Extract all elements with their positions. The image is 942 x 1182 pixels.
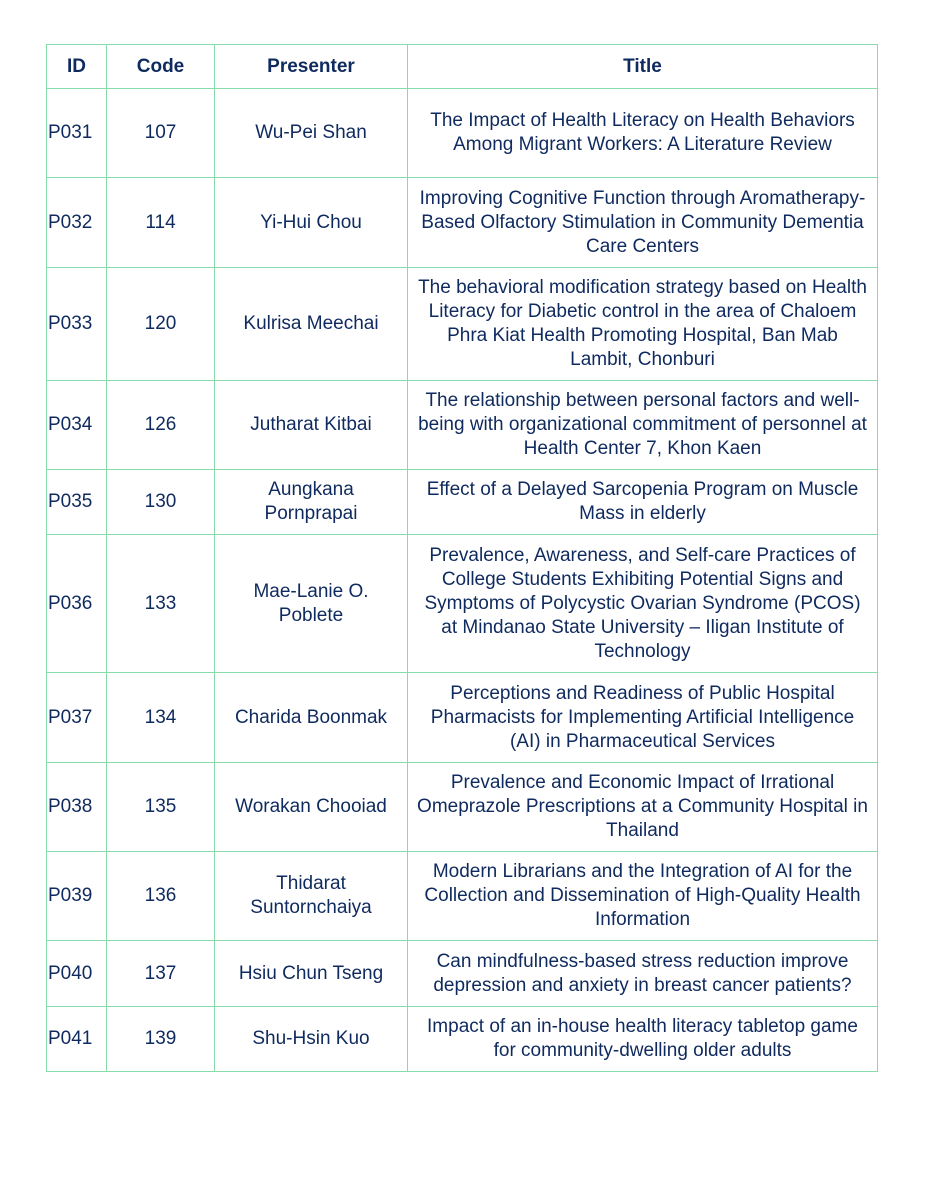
title-cell: The Impact of Health Literacy on Health Behaviors Among Migrant Workers: A Literature Review [408,89,878,178]
presenter-cell: Kulrisa Meechai [215,268,408,381]
code-cell: 134 [107,673,215,763]
id-cell: P032 [47,178,107,268]
id-cell: P034 [47,381,107,470]
header-presenter: Presenter [215,45,408,89]
table-row [47,178,878,268]
presenter-cell: Jutharat Kitbai [215,381,408,470]
presenter-cell: Hsiu Chun Tseng [215,941,408,1007]
table-row [47,268,878,381]
title-cell: Impact of an in-house health literacy tabletop game for community-dwelling older adults [408,1007,878,1072]
id-cell: P037 [47,673,107,763]
id-cell: P036 [47,535,107,673]
code-cell: 120 [107,268,215,381]
code-cell: 130 [107,470,215,535]
table-row [47,1007,878,1072]
id-cell: P031 [47,89,107,178]
table-row [47,381,878,470]
title-cell: Perceptions and Readiness of Public Hospital Pharmacists for Implementing Artificial Intelligence (AI) in Pharmaceutical Services [408,673,878,763]
table-row [47,941,878,1007]
code-cell: 107 [107,89,215,178]
code-cell: 137 [107,941,215,1007]
presenter-cell: Aungkana Pornprapai [215,470,408,535]
id-cell: P035 [47,470,107,535]
presenter-cell: Wu-Pei Shan [215,89,408,178]
id-cell: P033 [47,268,107,381]
code-cell: 114 [107,178,215,268]
table-row [47,89,878,178]
table-row [47,673,878,763]
title-cell: Improving Cognitive Function through Aromatherapy-Based Olfactory Stimulation in Community Dementia Care Centers [408,178,878,268]
presenter-cell: Shu-Hsin Kuo [215,1007,408,1072]
code-cell: 139 [107,1007,215,1072]
code-cell: 136 [107,852,215,941]
code-cell: 126 [107,381,215,470]
presenter-cell: Mae-Lanie O. Poblete [215,535,408,673]
header-code: Code [107,45,215,89]
title-cell: Prevalence and Economic Impact of Irrational Omeprazole Prescriptions at a Community Hospital in Thailand [408,763,878,852]
id-cell: P038 [47,763,107,852]
presentations-table [46,44,878,1072]
header-title: Title [408,45,878,89]
title-cell: The relationship between personal factors and well-being with organizational commitment of personnel at Health Center 7, Khon Kaen [408,381,878,470]
title-cell: Can mindfulness-based stress reduction improve depression and anxiety in breast cancer patients? [408,941,878,1007]
id-cell: P040 [47,941,107,1007]
presenter-cell: Charida Boonmak [215,673,408,763]
title-cell: The behavioral modification strategy based on Health Literacy for Diabetic control in the area of Chaloem Phra Kiat Health Promoting Hospital, Ban Mab Lambit, Chonburi [408,268,878,381]
presenter-cell: Yi-Hui Chou [215,178,408,268]
title-cell: Effect of a Delayed Sarcopenia Program on Muscle Mass in elderly [408,470,878,535]
header-row [47,45,878,89]
code-cell: 135 [107,763,215,852]
title-cell: Modern Librarians and the Integration of AI for the Collection and Dissemination of High-Quality Health Information [408,852,878,941]
table-row [47,535,878,673]
presenter-cell: Thidarat Suntornchaiya [215,852,408,941]
table-row [47,470,878,535]
id-cell: P039 [47,852,107,941]
title-cell: Prevalence, Awareness, and Self-care Practices of College Students Exhibiting Potential Signs and Symptoms of Polycystic Ovarian Syndrome (PCOS) at Mindanao State University – Iligan Institute of Technology [408,535,878,673]
code-cell: 133 [107,535,215,673]
table-row [47,763,878,852]
table-row [47,852,878,941]
header-id: ID [47,45,107,89]
id-cell: P041 [47,1007,107,1072]
presenter-cell: Worakan Chooiad [215,763,408,852]
